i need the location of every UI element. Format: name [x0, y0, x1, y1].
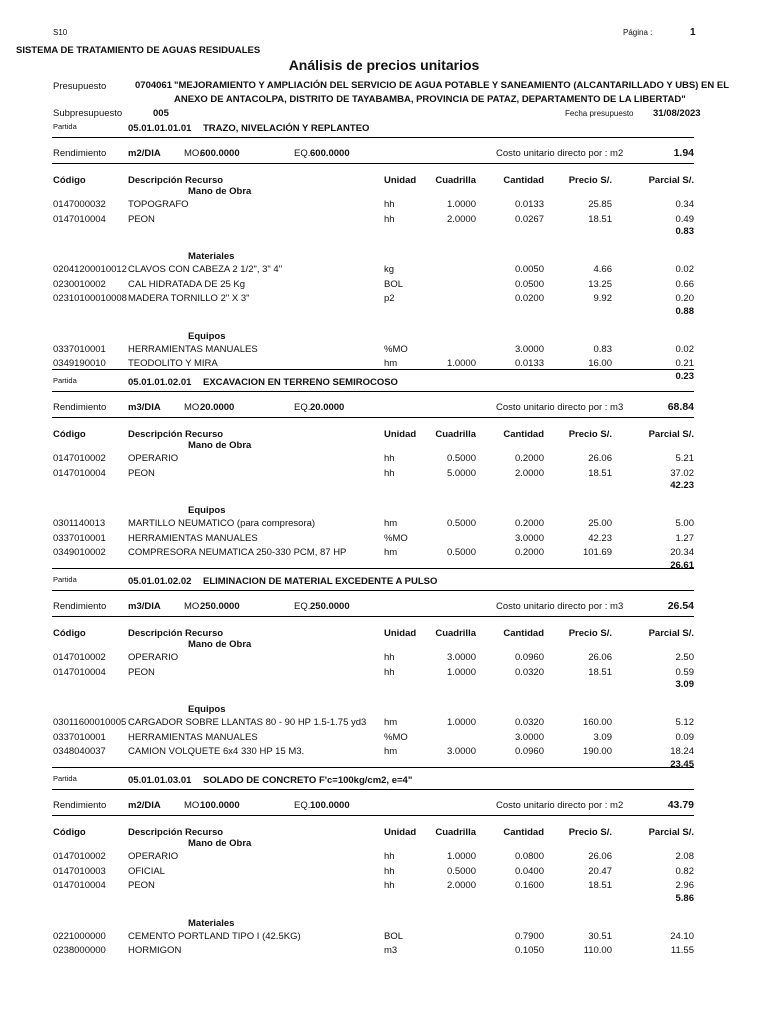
eq-label: EQ.: [294, 402, 311, 413]
page-title: Análisis de precios unitarios: [288, 57, 480, 73]
col-header-parcial: Parcial S/.: [648, 429, 694, 440]
resource-code: 02041200010012: [53, 264, 127, 275]
group-subtotal: 5.86: [675, 892, 694, 904]
partida-rule: [52, 789, 694, 790]
resource-description: PEON: [128, 213, 155, 225]
resource-row: [0, 278, 768, 291]
resource-cantidad: 3.0000: [514, 532, 544, 544]
resource-code: 02310100010008: [53, 293, 127, 304]
resource-code: 0147000032: [53, 199, 106, 210]
resource-row: [0, 731, 768, 744]
resource-parcial: 37.02: [670, 467, 694, 479]
col-header-parcial: Parcial S/.: [648, 628, 694, 639]
resource-description: HERRAMIENTAS MANUALES: [128, 532, 258, 544]
resource-cantidad: 0.0133: [514, 199, 544, 210]
resource-row: [0, 930, 768, 943]
header-rule: [52, 815, 694, 816]
costo-label: Costo unitario directo por : m3: [496, 601, 624, 612]
partida-code: 05.01.01.01.01: [128, 123, 192, 134]
mo-label: MO.: [184, 601, 202, 612]
resource-code: 0337010001: [53, 532, 106, 544]
partida-rule: [52, 391, 694, 392]
resource-cantidad: 0.0800: [514, 851, 544, 862]
resource-unit: %MO: [384, 731, 408, 743]
resource-description: TOPOGRAFO: [128, 199, 189, 210]
eq-value: 20.0000: [310, 402, 345, 413]
col-header-cuadrilla: Cuadrilla: [435, 175, 476, 186]
partida-separator: [52, 568, 694, 569]
resource-cantidad: 0.2000: [514, 453, 544, 464]
resource-description: MARTILLO NEUMATICO (para compresora): [128, 518, 316, 529]
resource-code: 0221000000: [53, 930, 106, 942]
resource-parcial: 0.21: [675, 358, 694, 369]
col-header-precio: Precio S/.: [568, 429, 612, 440]
costo-label: Costo unitario directo por : m3: [496, 402, 624, 413]
resource-unit: hm: [384, 717, 398, 728]
resource-unit: p2: [384, 293, 395, 304]
rendimiento-unit: m2/DIA: [128, 148, 161, 159]
resource-cuadrilla: 1.0000: [446, 199, 476, 210]
presupuesto-code: 0704061: [135, 80, 172, 91]
resource-precio: 25.00: [588, 518, 612, 529]
resource-row: [0, 343, 768, 356]
resource-code: 0337010001: [53, 343, 106, 355]
col-header-unidad: Unidad: [384, 827, 417, 838]
resource-description: PEON: [128, 666, 155, 678]
resource-precio: 18.51: [588, 880, 612, 891]
col-header-precio: Precio S/.: [568, 628, 612, 639]
resource-unit: hh: [384, 851, 395, 862]
resource-code: 0238000000: [53, 945, 106, 956]
resource-description: PEON: [128, 880, 155, 891]
col-header-codigo: Código: [53, 429, 86, 440]
resource-cantidad: 3.0000: [514, 731, 544, 743]
col-header-parcial: Parcial S/.: [648, 175, 694, 186]
resource-cuadrilla: 1.0000: [446, 717, 476, 728]
resource-precio: 9.92: [593, 293, 612, 304]
resource-cuadrilla: 0.5000: [446, 547, 476, 558]
col-header-codigo: Código: [53, 628, 86, 639]
resource-parcial: 18.24: [670, 746, 694, 757]
col-header-descripcion: Descripción Recurso: [128, 429, 224, 440]
subpresupuesto-label: Subpresupuesto: [53, 108, 123, 119]
eq-label: EQ.: [294, 800, 311, 811]
resource-cuadrilla: 3.0000: [446, 652, 476, 663]
resource-row: [0, 198, 768, 211]
resource-description: TEODOLITO Y MIRA: [128, 358, 218, 369]
resource-parcial: 1.27: [675, 532, 694, 544]
mo-value: 250.0000: [200, 601, 240, 612]
resource-unit: hh: [384, 865, 395, 877]
partida-rule: [52, 137, 694, 138]
resource-precio: 3.09: [593, 731, 612, 743]
resource-unit: hm: [384, 746, 398, 757]
fecha-label: Fecha presupuesto: [565, 109, 634, 118]
presupuesto-name-line2: ANEXO DE ANTACOLPA, DISTRITO DE TAYABAMBA, PROVINCIA DE PATAZ, DEPARTAMENTO DE LA LIBERTAD": [174, 94, 686, 105]
resource-row: [0, 532, 768, 545]
resource-code: 03011600010005: [53, 717, 127, 728]
resource-precio: 26.06: [588, 851, 612, 862]
category-title: Equipos: [188, 330, 226, 342]
resource-description: HERRAMIENTAS MANUALES: [128, 343, 258, 355]
resource-parcial: 5.00: [675, 518, 694, 529]
resource-unit: %MO: [384, 343, 408, 355]
partida-label: Partida: [53, 575, 77, 584]
mo-label: MO.: [184, 148, 202, 159]
category-title: Equipos: [188, 505, 226, 516]
partida-label: Partida: [53, 122, 77, 131]
col-header-descripcion: Descripción Recurso: [128, 628, 224, 639]
resource-cantidad: 0.0050: [514, 264, 544, 275]
resource-unit: hh: [384, 652, 395, 663]
resource-row: [0, 651, 768, 664]
col-header-cuadrilla: Cuadrilla: [435, 827, 476, 838]
resource-cantidad: 0.1600: [514, 880, 544, 891]
resource-unit: hh: [384, 453, 395, 464]
costo-value: 26.54: [667, 600, 694, 612]
col-header-unidad: Unidad: [384, 628, 417, 639]
resource-code: 0147010002: [53, 652, 106, 663]
resource-precio: 4.66: [593, 264, 612, 275]
resource-row: [0, 292, 768, 305]
subpresupuesto-value: 005: [153, 108, 169, 119]
resource-cantidad: 2.0000: [514, 467, 544, 479]
header-rule: [52, 417, 694, 418]
category-title: Materiales: [188, 251, 235, 262]
resource-row: [0, 213, 768, 226]
resource-row: [0, 517, 768, 530]
resource-unit: hm: [384, 547, 398, 558]
rendimiento-unit: m3/DIA: [128, 402, 161, 413]
resource-parcial: 2.50: [675, 652, 694, 663]
resource-cantidad: 0.0267: [514, 213, 544, 225]
resource-code: 0348040037: [53, 746, 106, 757]
eq-label: EQ.: [294, 148, 311, 159]
resource-description: CAL HIDRATADA DE 25 Kg: [128, 278, 246, 290]
rendimiento-label: Rendimiento: [53, 800, 107, 811]
resource-code: 0337010001: [53, 731, 106, 743]
partida-code: 05.01.01.03.01: [128, 775, 192, 786]
resource-cantidad: 0.0320: [514, 666, 544, 678]
costo-value: 43.79: [667, 799, 694, 811]
group-subtotal: 0.83: [675, 226, 694, 237]
page-number: 1: [690, 27, 696, 38]
resource-code: 0147010004: [53, 880, 106, 891]
resource-code: 0147010004: [53, 666, 106, 678]
resource-precio: 42.23: [588, 532, 612, 544]
resource-description: OPERARIO: [128, 851, 179, 862]
header-rule: [52, 616, 694, 617]
partida-rule: [52, 590, 694, 591]
resource-row: [0, 716, 768, 729]
mo-value: 100.0000: [200, 800, 240, 811]
resource-row: [0, 666, 768, 679]
resource-description: OPERARIO: [128, 453, 179, 464]
resource-unit: BOL: [384, 278, 404, 290]
mo-label: MO.: [184, 800, 202, 811]
resource-precio: 20.47: [588, 865, 612, 877]
system-name: SISTEMA DE TRATAMIENTO DE AGUAS RESIDUALES: [16, 45, 261, 56]
resource-unit: hm: [384, 358, 398, 369]
col-header-cuadrilla: Cuadrilla: [435, 628, 476, 639]
eq-value: 600.0000: [310, 148, 350, 159]
col-header-precio: Precio S/.: [568, 827, 612, 838]
resource-unit: %MO: [384, 532, 408, 544]
resource-cantidad: 0.0200: [514, 293, 544, 304]
resource-precio: 26.06: [588, 453, 612, 464]
presupuesto-name-line1: "MEJORAMIENTO Y AMPLIACIÓN DEL SERVICIO DE AGUA POTABLE Y SANEAMIENTO (ALCANTARILLADO Y UBS) EN EL: [174, 80, 730, 91]
resource-description: CEMENTO PORTLAND TIPO I (42.5KG): [128, 930, 301, 942]
resource-description: CAMION VOLQUETE 6x4 330 HP 15 M3.: [128, 746, 305, 757]
resource-parcial: 24.10: [670, 930, 694, 942]
resource-parcial: 0.49: [675, 213, 694, 225]
resource-parcial: 0.02: [675, 343, 694, 355]
col-header-cantidad: Cantidad: [503, 429, 544, 440]
resource-cantidad: 0.0400: [514, 865, 544, 877]
resource-description: CARGADOR SOBRE LLANTAS 80 - 90 HP 1.5-1.75 yd3: [128, 717, 367, 728]
header-rule: [52, 163, 694, 164]
resource-description: PEON: [128, 467, 155, 479]
fecha-value: 31/08/2023: [653, 108, 701, 119]
resource-row: [0, 944, 768, 957]
category-title: Mano de Obra: [188, 639, 252, 650]
resource-description: HERRAMIENTAS MANUALES: [128, 731, 258, 743]
rendimiento-unit: m2/DIA: [128, 800, 161, 811]
resource-description: COMPRESORA NEUMATICA 250-330 PCM, 87 HP: [128, 547, 347, 558]
resource-cuadrilla: 2.0000: [446, 213, 476, 225]
resource-parcial: 5.12: [675, 717, 694, 728]
resource-row: [0, 263, 768, 276]
resource-code: 0349010002: [53, 547, 106, 558]
resource-cantidad: 0.2000: [514, 518, 544, 529]
resource-unit: hh: [384, 213, 395, 225]
mo-value: 20.0000: [200, 402, 235, 413]
resource-precio: 16.00: [588, 358, 612, 369]
resource-parcial: 2.96: [675, 880, 694, 891]
resource-unit: hh: [384, 467, 395, 479]
resource-cantidad: 0.0500: [514, 278, 544, 290]
col-header-cantidad: Cantidad: [503, 827, 544, 838]
resource-unit: hh: [384, 666, 395, 678]
partida-name: EXCAVACION EN TERRENO SEMIROCOSO: [203, 377, 398, 388]
partida-code: 05.01.01.02.01: [128, 377, 192, 388]
resource-description: MADERA TORNILLO 2" X 3": [128, 293, 250, 304]
resource-unit: hh: [384, 199, 395, 210]
resource-description: CLAVOS CON CABEZA 2 1/2", 3" 4": [128, 264, 283, 275]
col-header-precio: Precio S/.: [568, 175, 612, 186]
resource-unit: hh: [384, 880, 395, 891]
partida-name: SOLADO DE CONCRETO F'c=100kg/cm2, e=4": [203, 775, 413, 786]
resource-precio: 160.00: [582, 717, 612, 728]
resource-unit: kg: [384, 264, 395, 275]
resource-code: 0147010004: [53, 467, 106, 479]
page-label: Página :: [623, 28, 653, 37]
resource-cantidad: 0.1050: [514, 945, 544, 956]
partida-label: Partida: [53, 376, 77, 385]
resource-parcial: 11.55: [670, 945, 694, 956]
partida-separator: [52, 767, 694, 768]
resource-cuadrilla: 0.5000: [446, 453, 476, 464]
resource-code: 0147010002: [53, 453, 106, 464]
category-title: Mano de Obra: [188, 186, 252, 197]
resource-unit: m3: [384, 945, 398, 956]
rendimiento-unit: m3/DIA: [128, 601, 161, 612]
resource-unit: BOL: [384, 930, 404, 942]
col-header-descripcion: Descripción Recurso: [128, 175, 224, 186]
col-header-cuadrilla: Cuadrilla: [435, 429, 476, 440]
costo-label: Costo unitario directo por : m2: [496, 800, 624, 811]
costo-value: 1.94: [673, 147, 694, 159]
resource-code: 0301140013: [53, 518, 106, 529]
resource-unit: hm: [384, 518, 398, 529]
col-header-descripcion: Descripción Recurso: [128, 827, 224, 838]
resource-precio: 101.69: [582, 547, 612, 558]
group-subtotal: 0.23: [675, 370, 694, 382]
resource-precio: 25.85: [588, 199, 612, 210]
resource-precio: 190.00: [582, 746, 612, 757]
category-title: Materiales: [188, 917, 235, 929]
resource-parcial: 0.59: [675, 666, 694, 678]
resource-precio: 0.83: [593, 343, 612, 355]
eq-value: 250.0000: [310, 601, 350, 612]
resource-precio: 26.06: [588, 652, 612, 663]
resource-parcial: 20.34: [670, 547, 694, 558]
resource-row: [0, 467, 768, 480]
costo-value: 68.84: [667, 401, 694, 413]
resource-parcial: 0.02: [675, 264, 694, 275]
col-header-unidad: Unidad: [384, 175, 417, 186]
col-header-cantidad: Cantidad: [503, 175, 544, 186]
col-header-codigo: Código: [53, 827, 86, 838]
resource-precio: 18.51: [588, 666, 612, 678]
category-title: Equipos: [188, 704, 226, 715]
resource-code: 0147010004: [53, 213, 106, 225]
resource-cantidad: 0.0960: [514, 746, 544, 757]
group-subtotal: 3.09: [675, 679, 694, 690]
resource-parcial: 0.66: [675, 278, 694, 290]
resource-row: [0, 745, 768, 758]
resource-cantidad: 0.7900: [514, 930, 544, 942]
resource-parcial: 2.08: [675, 851, 694, 862]
resource-precio: 30.51: [588, 930, 612, 942]
category-title: Mano de Obra: [188, 838, 252, 849]
resource-row: [0, 850, 768, 863]
costo-label: Costo unitario directo por : m2: [496, 148, 624, 159]
resource-cuadrilla: 0.5000: [446, 865, 476, 877]
col-header-cantidad: Cantidad: [503, 628, 544, 639]
partida-code: 05.01.01.02.02: [128, 576, 192, 587]
resource-cantidad: 0.0960: [514, 652, 544, 663]
group-subtotal: 42.23: [670, 480, 694, 491]
resource-parcial: 5.21: [675, 453, 694, 464]
resource-parcial: 0.34: [675, 199, 694, 210]
rendimiento-label: Rendimiento: [53, 148, 107, 159]
resource-row: [0, 865, 768, 878]
rendimiento-label: Rendimiento: [53, 601, 107, 612]
group-subtotal: 23.45: [670, 758, 694, 770]
col-header-unidad: Unidad: [384, 429, 417, 440]
resource-parcial: 0.09: [675, 731, 694, 743]
resource-precio: 18.51: [588, 213, 612, 225]
category-title: Mano de Obra: [188, 440, 252, 451]
resource-cantidad: 0.2000: [514, 547, 544, 558]
resource-precio: 13.25: [588, 278, 612, 290]
partida-separator: [52, 369, 694, 370]
resource-cuadrilla: 5.0000: [446, 467, 476, 479]
rendimiento-label: Rendimiento: [53, 402, 107, 413]
eq-label: EQ.: [294, 601, 311, 612]
mo-value: 600.0000: [200, 148, 240, 159]
partida-label: Partida: [53, 774, 77, 783]
resource-cantidad: 0.0320: [514, 717, 544, 728]
resource-parcial: 0.20: [675, 293, 694, 304]
header-code: S10: [53, 28, 68, 37]
eq-value: 100.0000: [310, 800, 350, 811]
resource-cuadrilla: 1.0000: [446, 666, 476, 678]
resource-row: [0, 452, 768, 465]
resource-cuadrilla: 3.0000: [446, 746, 476, 757]
resource-parcial: 0.82: [675, 865, 694, 877]
resource-description: HORMIGON: [128, 945, 182, 956]
col-header-codigo: Código: [53, 175, 86, 186]
group-subtotal: 0.88: [675, 305, 694, 317]
mo-label: MO.: [184, 402, 202, 413]
presupuesto-label: Presupuesto: [53, 81, 107, 92]
group-subtotal: 26.61: [670, 559, 694, 571]
resource-cuadrilla: 0.5000: [446, 518, 476, 529]
resource-precio: 110.00: [583, 945, 612, 956]
resource-cuadrilla: 1.0000: [446, 358, 476, 369]
resource-code: 0349190010: [53, 358, 106, 369]
col-header-parcial: Parcial S/.: [648, 827, 694, 838]
resource-description: OFICIAL: [128, 865, 165, 877]
resource-code: 0230010002: [53, 278, 106, 290]
resource-description: OPERARIO: [128, 652, 179, 663]
resource-row: [0, 879, 768, 892]
resource-cuadrilla: 1.0000: [446, 851, 476, 862]
resource-cuadrilla: 2.0000: [446, 880, 476, 891]
resource-precio: 18.51: [588, 467, 612, 479]
resource-cantidad: 0.0133: [514, 358, 544, 369]
resource-cantidad: 3.0000: [514, 343, 544, 355]
resource-row: [0, 546, 768, 559]
partida-name: ELIMINACION DE MATERIAL EXCEDENTE A PULSO: [203, 576, 438, 587]
partida-name: TRAZO, NIVELACIÓN Y REPLANTEO: [203, 123, 370, 134]
resource-code: 0147010003: [53, 865, 106, 877]
resource-code: 0147010002: [53, 851, 106, 862]
